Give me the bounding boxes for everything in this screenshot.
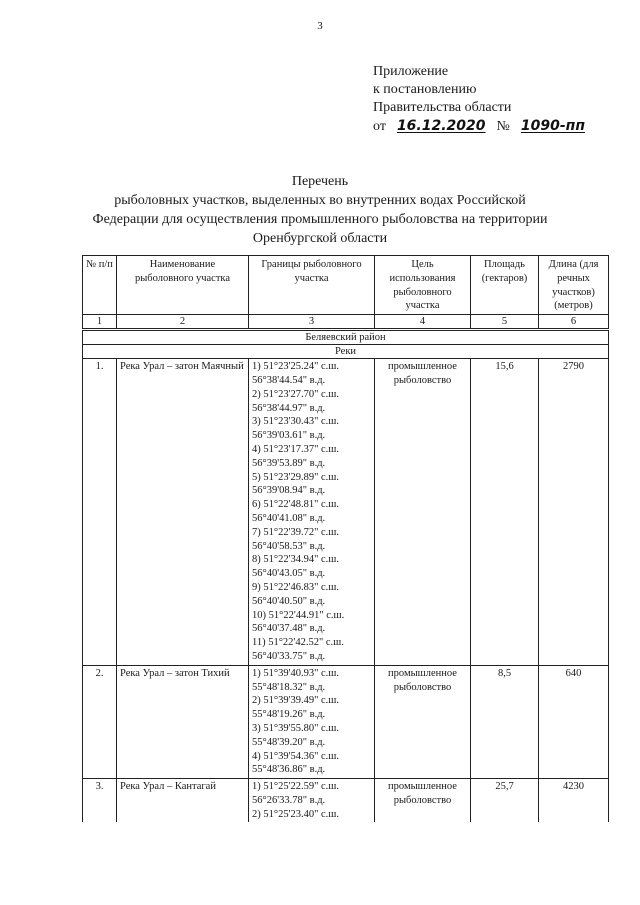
category-label: Реки — [83, 345, 609, 359]
column-number-row — [83, 315, 609, 330]
cell-length: 640 — [539, 665, 609, 778]
border-coordinate: 56°40'40.50" в.д. — [252, 595, 326, 607]
cell-length: 2790 — [539, 359, 609, 666]
border-coordinate: 56°39'53.89" в.д. — [252, 457, 326, 469]
column-number: 2 — [117, 315, 249, 330]
border-coordinate: 2) 51°25'23.40" с.ш. — [252, 808, 339, 820]
appendix-line-date — [373, 117, 585, 136]
column-number: 4 — [375, 315, 471, 330]
border-coordinate: 56°38'44.97" в.д. — [252, 402, 326, 414]
appendix-line-3: Правительства области — [373, 100, 512, 115]
border-coordinate: 56°38'44.54" в.д. — [252, 374, 326, 386]
border-coordinate: 7) 51°22'39.72" с.ш. — [252, 526, 339, 538]
cell-name: Река Урал – затон Маячный — [117, 359, 249, 666]
border-coordinate: 56°40'41.08" в.д. — [252, 512, 326, 524]
border-coordinate: 56°26'33.78" в.д. — [252, 794, 326, 806]
border-coordinate: 6) 51°22'48.81" с.ш. — [252, 499, 339, 511]
cell-area: 8,5 — [471, 665, 539, 778]
district-row — [83, 330, 609, 345]
appendix-line-1: Приложение — [373, 64, 449, 79]
border-coordinate: 1) 51°25'22.59" с.ш. — [252, 781, 339, 793]
cell-purpose: промышленное рыболовство — [375, 779, 471, 823]
district-label: Беляевский район — [83, 330, 609, 345]
border-coordinate: 56°39'03.61" в.д. — [252, 430, 326, 442]
header-row — [83, 256, 609, 315]
border-coordinate: 4) 51°23'17.37" с.ш. — [252, 443, 339, 455]
border-coordinate: 10) 51°22'44.91" с.ш. — [252, 609, 345, 621]
border-coordinate: 5) 51°23'29.89" с.ш. — [252, 471, 339, 483]
cell-area: 25,7 — [471, 779, 539, 823]
border-coordinate: 2) 51°39'39.49" с.ш. — [252, 695, 339, 707]
title-line-1: Перечень — [291, 174, 349, 189]
column-number: 1 — [83, 315, 117, 330]
header-borders: Границы рыболовного участка — [249, 256, 375, 315]
border-coordinate: 9) 51°22'46.83" с.ш. — [252, 581, 339, 593]
border-coordinate: 56°39'08.94" в.д. — [252, 485, 326, 497]
border-coordinate: 8) 51°22'34.94" с.ш. — [252, 554, 339, 566]
header-name: Наименование рыболовного участка — [117, 256, 249, 315]
appendix-line-2: к постановлению — [373, 82, 477, 97]
border-coordinate: 55°48'36.86" в.д. — [252, 764, 326, 776]
border-coordinate: 55°48'19.26" в.д. — [252, 709, 326, 721]
border-coordinate: 56°40'37.48" в.д. — [252, 623, 326, 635]
number-label: № — [496, 119, 510, 134]
cell-name: Река Урал – затон Тихий — [117, 665, 249, 778]
appendix-block — [373, 63, 585, 136]
table-row — [83, 359, 609, 666]
from-label: от — [373, 119, 386, 134]
document-title — [0, 172, 640, 248]
cell-borders — [249, 665, 375, 778]
rows-body — [83, 359, 609, 823]
cell-area: 15,6 — [471, 359, 539, 666]
border-coordinate: 56°40'33.75" в.д. — [252, 650, 326, 662]
handwritten-number: 1090-пп — [520, 118, 585, 134]
border-coordinate: 3) 51°39'55.80" с.ш. — [252, 722, 339, 734]
table-row — [83, 779, 609, 823]
title-line-2: рыболовных участков, выделенных во внутренних водах Российской — [114, 193, 526, 208]
border-coordinate: 1) 51°23'25.24" с.ш. — [252, 361, 339, 373]
header-area: Площадь (гектаров) — [471, 256, 539, 315]
cell-borders — [249, 779, 375, 823]
border-coordinate: 56°40'43.05" в.д. — [252, 568, 326, 580]
border-coordinate: 56°40'58.53" в.д. — [252, 540, 326, 552]
cell-borders — [249, 359, 375, 666]
cell-purpose: промышленное рыболовство — [375, 359, 471, 666]
column-number: 6 — [539, 315, 609, 330]
category-row — [83, 345, 609, 359]
cell-num: 1. — [83, 359, 117, 666]
border-coordinate: 1) 51°39'40.93" с.ш. — [252, 667, 339, 679]
border-coordinate: 3) 51°23'30.43" с.ш. — [252, 416, 339, 428]
column-number: 3 — [249, 315, 375, 330]
cell-num: 3. — [83, 779, 117, 823]
header-num: № п/п — [83, 256, 117, 315]
border-coordinate: 2) 51°23'27.70" с.ш. — [252, 388, 339, 400]
border-coordinate: 4) 51°39'54.36" с.ш. — [252, 750, 339, 762]
cell-purpose: промышленное рыболовство — [375, 665, 471, 778]
title-line-4: Оренбургской области — [252, 231, 388, 246]
title-line-3: Федерации для осуществления промышленного рыболовства на территории — [92, 212, 548, 227]
cell-name: Река Урал – Кантагай — [117, 779, 249, 823]
header-purpose: Цель использования рыболовного участка — [375, 256, 471, 315]
cell-num: 2. — [83, 665, 117, 778]
column-number: 5 — [471, 315, 539, 330]
header-length: Длина (для речных участков) (метров) — [539, 256, 609, 315]
border-coordinate: 11) 51°22'42.52" с.ш. — [252, 637, 344, 649]
cell-length: 4230 — [539, 779, 609, 823]
border-coordinate: 55°48'39.20" в.д. — [252, 736, 326, 748]
table-row — [83, 665, 609, 778]
fishing-areas-table — [82, 255, 609, 822]
handwritten-date: 16.12.2020 — [396, 118, 486, 134]
page-number: 3 — [317, 20, 323, 32]
border-coordinate: 55°48'18.32" в.д. — [252, 681, 326, 693]
